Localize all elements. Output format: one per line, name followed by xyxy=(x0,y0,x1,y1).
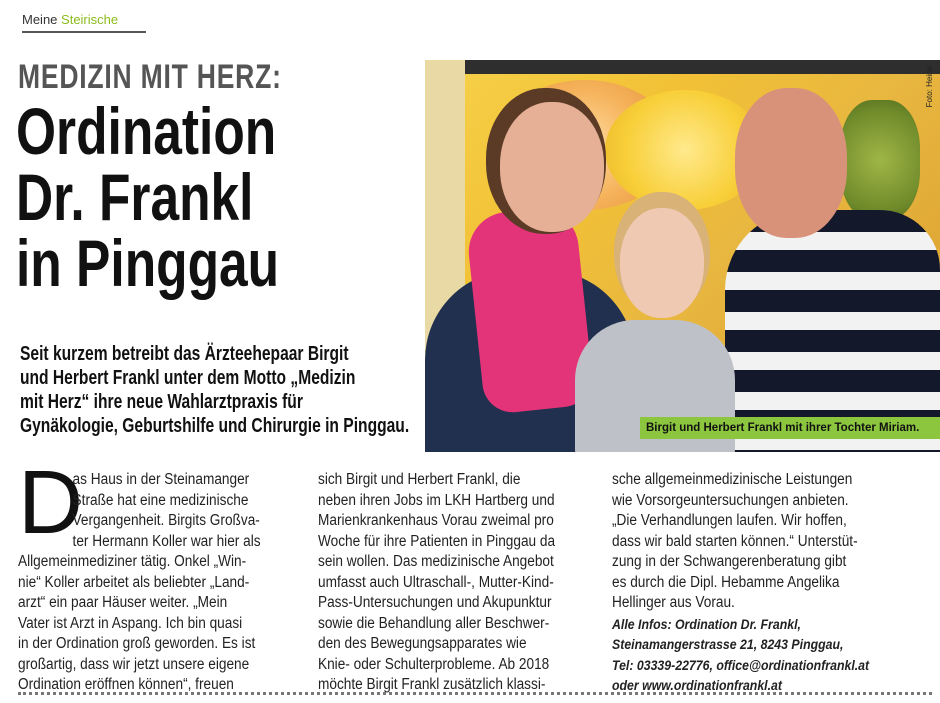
flower-painting xyxy=(840,100,920,220)
lead-line: und Herbert Frankl unter dem Motto „Medizin xyxy=(20,367,356,389)
drop-cap: D xyxy=(18,453,83,553)
body-line: wie Vorsorgeuntersuchungen anbieten. xyxy=(612,491,849,509)
dotted-divider xyxy=(18,692,932,695)
body-line: es durch die Dipl. Hebamme Angelika xyxy=(612,573,840,591)
body-line: nie“ Koller arbeitet als beliebter „Land- xyxy=(18,573,250,591)
person-girl-head xyxy=(620,208,704,318)
body-column-1 xyxy=(18,470,282,696)
body-line: sein wollen. Das medizinische Angebot xyxy=(318,553,554,570)
body-line: dass wir bald starten können.“ Unterstüt- xyxy=(612,532,858,550)
lead-line: Seit kurzem betreibt das Ärzteehepaar Birgit xyxy=(20,343,349,365)
lead-line: Gynäkologie, Geburtshilfe und Chirurgie in Pinggau. xyxy=(20,415,410,437)
headline-line: Dr. Frankl xyxy=(16,160,254,234)
photo-caption: Birgit und Herbert Frankl mit ihrer Tochter Miriam. xyxy=(640,417,940,439)
info-line: Alle Infos: Ordination Dr. Frankl, xyxy=(612,615,801,632)
body-line: ter Hermann Koller war hier als xyxy=(72,532,261,550)
photo-frame xyxy=(465,60,940,74)
body-line: Marienkrankenhaus Vorau zweimal pro xyxy=(318,512,554,529)
lead-line: mit Herz“ ihre neue Wahlarztpraxis für xyxy=(20,391,303,413)
body-line: arzt“ ein paar Häuser weiter. „Mein xyxy=(18,594,228,611)
body-line: sowie die Behandlung aller Beschwer- xyxy=(318,614,550,632)
person-man-head xyxy=(735,88,847,238)
info-line: oder www.ordinationfrankl.at xyxy=(612,677,782,693)
body-line: Knie- oder Schulterprobleme. Ab 2018 xyxy=(318,655,550,673)
photo-credit: Foto: Heine xyxy=(925,66,934,108)
info-line: Tel: 03339-22776, office@ordinationfrankl.at xyxy=(612,656,870,673)
kicker: MEDIZIN MIT HERZ: xyxy=(18,58,282,96)
headline-line: in Pinggau xyxy=(16,226,280,300)
body-line: as Haus in der Steinamanger xyxy=(72,471,250,488)
body-line: sich Birgit und Herbert Frankl, die xyxy=(318,471,521,488)
body-line: in der Ordination groß geworden. Es ist xyxy=(18,635,256,652)
body-line: zung in der Schwangerenberatung gibt xyxy=(612,553,847,570)
headline-line: Ordination xyxy=(16,94,277,168)
body-line: Vergangenheit. Birgits Großva- xyxy=(72,512,260,529)
body-column-3 xyxy=(612,470,902,696)
body-line: Hellinger aus Vorau. xyxy=(612,594,735,611)
lead-paragraph xyxy=(20,342,410,438)
body-line: neben ihren Jobs im LKH Hartberg und xyxy=(318,491,555,509)
body-line: Allgemeinmediziner tätig. Onkel „Win- xyxy=(18,553,247,570)
info-line: Steinamangerstrasse 21, 8243 Pinggau, xyxy=(612,636,844,652)
section-tag xyxy=(22,12,146,33)
body-line: den des Bewegungsapparates wie xyxy=(318,635,527,652)
body-line: Vater ist Arzt in Aspang. Ich bin quasi xyxy=(18,614,243,632)
body-column-2 xyxy=(318,470,582,696)
person-man xyxy=(725,210,940,452)
headline xyxy=(16,94,344,300)
body-line: „Die Verhandlungen laufen. Wir hoffen, xyxy=(612,512,847,529)
section-accent: Steirische xyxy=(61,12,119,27)
body-line: Straße hat eine medizinische xyxy=(72,491,249,509)
body-line: Woche für ihre Patienten in Pinggau da xyxy=(318,532,556,550)
body-line: Pass-Untersuchungen und Akupunktur xyxy=(318,594,552,611)
body-line: umfasst auch Ultraschall-, Mutter-Kind- xyxy=(318,573,554,591)
person-woman-head xyxy=(500,102,604,232)
body-line: Ordination eröffnen können“, freuen xyxy=(18,676,234,693)
body-line: großartig, dass wir jetzt unsere eigene xyxy=(18,655,250,673)
section-prefix: Meine xyxy=(22,12,62,27)
body-line: sche allgemeinmedizinische Leistungen xyxy=(612,471,853,488)
body-line: möchte Birgit Frankl zusätzlich klassi- xyxy=(318,676,546,693)
article-photo xyxy=(425,60,940,452)
